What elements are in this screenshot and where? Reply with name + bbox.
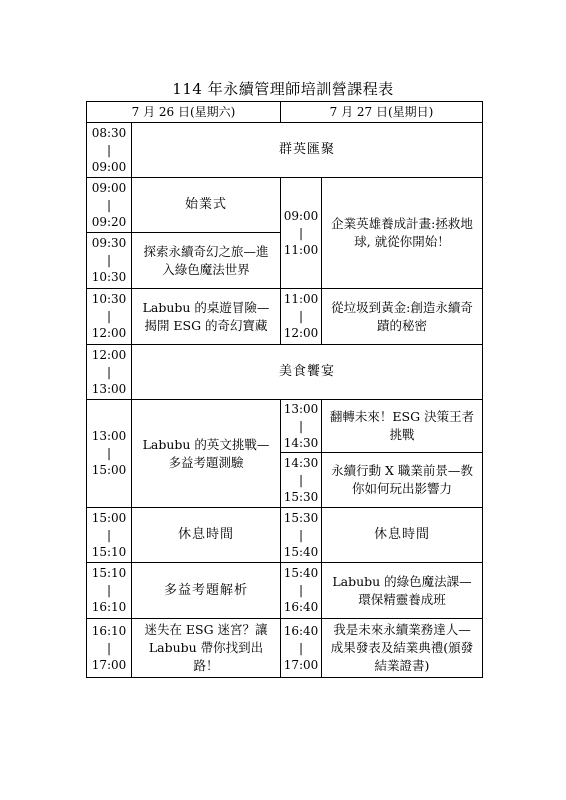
time-cell: 11:00 | 12:00 (281, 289, 322, 345)
time-cell: 15:40 | 16:40 (281, 563, 322, 619)
table-row (87, 400, 483, 453)
time-cell: 16:40 | 17:00 (281, 619, 322, 678)
time-cell: 14:30 | 15:30 (281, 453, 322, 508)
activity-boardgame: Labubu 的桌遊冒險—揭開 ESG 的奇幻寶藏 (132, 289, 281, 345)
header-row (87, 102, 483, 123)
table-row (87, 563, 483, 619)
time-cell: 13:00 | 14:30 (281, 400, 322, 453)
activity-english: Labubu 的英文挑戰—多益考題測驗 (132, 400, 281, 508)
activity-green-magic: Labubu 的綠色魔法課—環保精靈養成班 (322, 563, 483, 619)
day2-header: 7 月 27 日(星期日) (281, 102, 483, 123)
activity-break-day2: 休息時間 (322, 508, 483, 563)
activity-closing: 我是未來永續業務達人—成果發表及結業典禮(頒發結業證書) (322, 619, 483, 678)
time-cell: 13:00 | 15:00 (87, 400, 132, 508)
table-row (87, 178, 483, 233)
page-title: 114 年永續管理師培訓營課程表 (172, 80, 394, 98)
activity-lunch: 美食饗宴 (132, 345, 483, 400)
table-row (87, 345, 483, 400)
time-cell: 10:30 | 12:00 (87, 289, 132, 345)
time-cell: 09:30 | 10:30 (87, 233, 132, 289)
table-row (87, 619, 483, 678)
time-cell: 08:30 | 09:00 (87, 123, 132, 178)
time-cell: 16:10 | 17:00 (87, 619, 132, 678)
activity-opening: 始業式 (132, 178, 281, 233)
activity-break: 休息時間 (132, 508, 281, 563)
table-row (87, 123, 483, 178)
time-cell: 12:00 | 13:00 (87, 345, 132, 400)
schedule-table (86, 101, 483, 678)
activity-career: 永續行動 X 職業前景—教你如何玩出影響力 (322, 453, 483, 508)
activity-maze: 迷失在 ESG 迷宮？讓 Labubu 帶你找到出路！ (132, 619, 281, 678)
time-cell: 15:30 | 15:40 (281, 508, 322, 563)
time-cell: 09:00 | 09:20 (87, 178, 132, 233)
time-cell: 15:10 | 16:10 (87, 563, 132, 619)
activity-analysis: 多益考題解析 (132, 563, 281, 619)
table-row (87, 289, 483, 345)
time-cell: 15:00 | 15:10 (87, 508, 132, 563)
table-row (87, 508, 483, 563)
activity-gather: 群英匯聚 (132, 123, 483, 178)
activity-explore: 探索永續奇幻之旅—進入綠色魔法世界 (132, 233, 281, 289)
activity-hero-plan: 企業英雄養成計畫:拯救地球, 就從你開始！ (322, 178, 483, 289)
activity-trash-to-gold: 從垃圾到黃金:創造永續奇蹟的秘密 (322, 289, 483, 345)
activity-esg-decision: 翻轉未來！ESG 決策王者挑戰 (322, 400, 483, 453)
day1-header: 7 月 26 日(星期六) (87, 102, 281, 123)
time-cell: 09:00 | 11:00 (281, 178, 322, 289)
